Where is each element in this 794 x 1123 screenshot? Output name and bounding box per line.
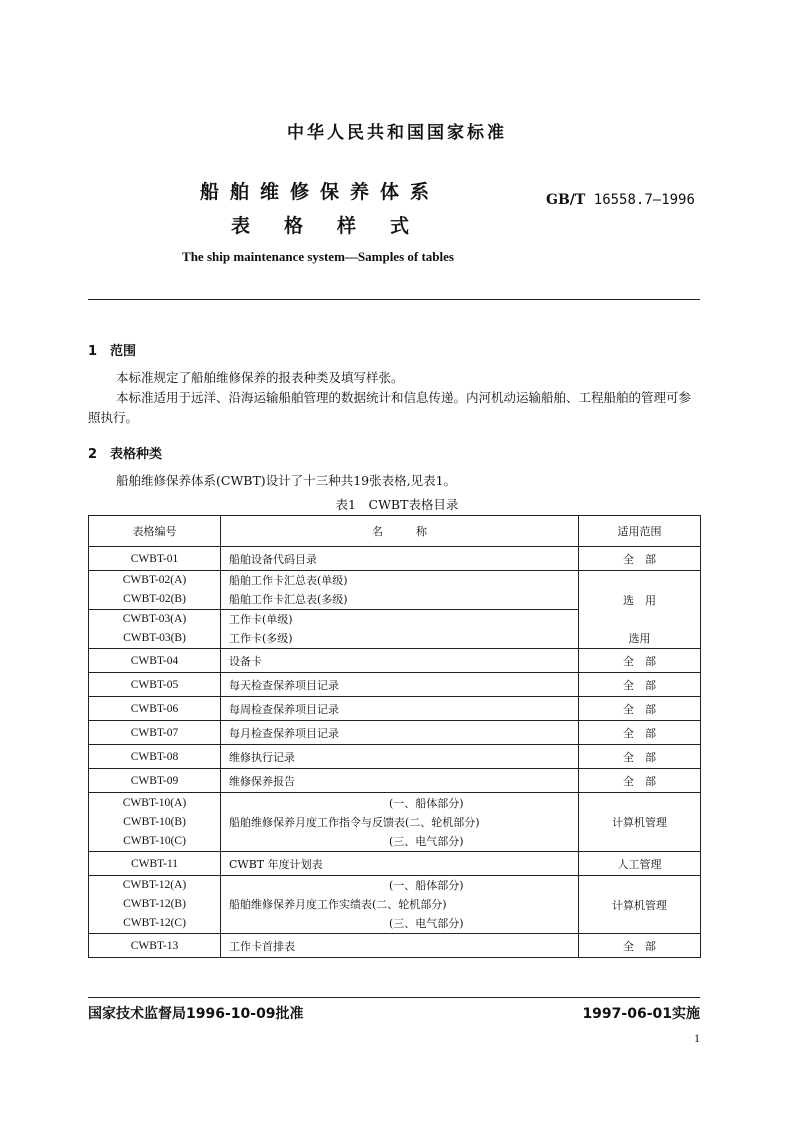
section-1-heading bbox=[88, 340, 136, 359]
row-code: CWBT-05 bbox=[89, 673, 221, 697]
row-name bbox=[221, 876, 579, 934]
row-name-b: 船舶维修保养月度工作指令与反馈表(二、轮机部分) bbox=[229, 815, 480, 829]
row-scope bbox=[579, 571, 701, 610]
approval-line: 国家技术监督局1996-10-09批准 bbox=[88, 1006, 304, 1022]
row-code-c: CWBT-10(C) bbox=[123, 834, 186, 847]
table-row bbox=[89, 697, 701, 721]
row-name-c: (三、电气部分) bbox=[389, 917, 464, 930]
row-name bbox=[221, 610, 579, 649]
table-row bbox=[89, 649, 701, 673]
page-number: 1 bbox=[694, 1031, 700, 1045]
section-2-title: 表格种类 bbox=[110, 447, 163, 462]
row-name: 维修保养报告 bbox=[221, 769, 579, 793]
table-row bbox=[89, 745, 701, 769]
row-scope: 全 部 bbox=[579, 934, 701, 958]
row-code-b: CWBT-02(B) bbox=[123, 593, 186, 605]
row-scope: 全 部 bbox=[579, 721, 701, 745]
standard-number bbox=[546, 192, 695, 208]
row-name: 维修执行记录 bbox=[221, 745, 579, 769]
section-2-heading bbox=[88, 443, 162, 462]
row-code bbox=[89, 571, 221, 610]
table-row bbox=[89, 610, 701, 649]
row-name-b: 工作卡(多级) bbox=[229, 632, 293, 645]
table-row bbox=[89, 769, 701, 793]
row-code: CWBT-01 bbox=[89, 547, 221, 571]
table-row bbox=[89, 547, 701, 571]
row-name-a: (一、船体部分) bbox=[389, 879, 464, 892]
row-scope: 全 部 bbox=[579, 547, 701, 571]
row-scope bbox=[579, 610, 701, 649]
row-code bbox=[89, 876, 221, 934]
row-code-a: CWBT-10(A) bbox=[122, 796, 187, 809]
english-title: The ship maintenance system—Samples of tables bbox=[182, 249, 454, 264]
row-name: CWBT 年度计划表 bbox=[221, 852, 579, 876]
row-code-b: CWBT-03(B) bbox=[123, 632, 186, 644]
header-rule bbox=[88, 299, 700, 300]
section-2-number: 2 bbox=[88, 447, 98, 462]
row-name: 设备卡 bbox=[221, 649, 579, 673]
row-scope: 全 部 bbox=[579, 769, 701, 793]
row-name: 每天检查保养项目记录 bbox=[221, 673, 579, 697]
section-1-paragraph-2: 本标准适用于远洋、沿海运输船舶管理的数据统计和信息传递。内河机动运输船舶、工程船舶的管理可参照执行。 bbox=[88, 390, 692, 425]
header-name: 名 称 bbox=[221, 516, 579, 547]
row-name: 每月检查保养项目记录 bbox=[221, 721, 579, 745]
header-code: 表格编号 bbox=[89, 516, 221, 547]
row-scope: 全 部 bbox=[579, 673, 701, 697]
row-code: CWBT-13 bbox=[89, 934, 221, 958]
row-scope: 人工管理 bbox=[579, 852, 701, 876]
row-scope: 计算机管理 bbox=[579, 876, 701, 934]
section-1-number: 1 bbox=[88, 344, 98, 359]
row-scope: 全 部 bbox=[579, 697, 701, 721]
table-row bbox=[89, 793, 701, 852]
row-code-b: CWBT-12(B) bbox=[123, 898, 186, 910]
document-title-line2: 表格样式 bbox=[230, 215, 443, 237]
row-code-a: CWBT-02(A) bbox=[122, 574, 187, 586]
row-name bbox=[221, 793, 579, 852]
table-row bbox=[89, 673, 701, 697]
row-code: CWBT-07 bbox=[89, 721, 221, 745]
row-name: 工作卡首排表 bbox=[221, 934, 579, 958]
table-row bbox=[89, 571, 701, 610]
section-2-paragraph: 船舶维修保养体系(CWBT)设计了十三种共19张表格,见表1。 bbox=[116, 473, 457, 488]
row-code: CWBT-11 bbox=[89, 852, 221, 876]
section-1-title: 范围 bbox=[110, 344, 137, 359]
row-code bbox=[89, 610, 221, 649]
row-code: CWBT-09 bbox=[89, 769, 221, 793]
table-header-row bbox=[89, 516, 701, 547]
cwbt-catalog-table bbox=[88, 515, 701, 958]
row-code-c: CWBT-12(C) bbox=[123, 917, 186, 929]
table-caption: 表1 CWBT表格目录 bbox=[335, 497, 459, 512]
standard-code: 16558.7—1996 bbox=[593, 192, 695, 208]
row-code: CWBT-08 bbox=[89, 745, 221, 769]
row-scope: 全 部 bbox=[579, 649, 701, 673]
row-scope-text: 选 用 bbox=[623, 593, 656, 607]
row-scope: 计算机管理 bbox=[579, 793, 701, 852]
row-code-a: CWBT-03(A) bbox=[122, 613, 187, 625]
row-scope: 全 部 bbox=[579, 745, 701, 769]
section-1-paragraph-1: 本标准规定了船舶维修保养的报表种类及填写样张。 bbox=[116, 370, 404, 385]
row-name-a: (一、船体部分) bbox=[389, 796, 464, 810]
row-name: 每周检查保养项目记录 bbox=[221, 697, 579, 721]
row-name-b: 船舶维修保养月度工作实绩表(二、轮机部分) bbox=[229, 898, 447, 911]
document-title-line1: 船舶维修保养体系 bbox=[199, 181, 440, 203]
row-name-b: 船舶工作卡汇总表(多级) bbox=[229, 593, 348, 606]
footer-rule bbox=[88, 997, 700, 998]
header-scope: 适用范围 bbox=[579, 516, 701, 547]
table-row bbox=[89, 934, 701, 958]
table-row bbox=[89, 876, 701, 934]
row-code-b: CWBT-10(B) bbox=[123, 815, 186, 828]
row-name-c: (三、电气部分) bbox=[389, 834, 464, 848]
row-scope-text: 选用 bbox=[628, 632, 651, 645]
row-name-a: 工作卡(单级) bbox=[229, 613, 293, 626]
table-row bbox=[89, 721, 701, 745]
row-code: CWBT-06 bbox=[89, 697, 221, 721]
issuing-body-title: 中华人民共和国国家标准 bbox=[287, 123, 507, 143]
row-name: 船舶设备代码目录 bbox=[221, 547, 579, 571]
row-code-a: CWBT-12(A) bbox=[122, 879, 187, 891]
row-code bbox=[89, 793, 221, 852]
row-code: CWBT-04 bbox=[89, 649, 221, 673]
standard-prefix: GB/T bbox=[546, 192, 586, 208]
implementation-date: 1997-06-01实施 bbox=[582, 1006, 700, 1022]
table-row bbox=[89, 852, 701, 876]
row-name bbox=[221, 571, 579, 610]
row-name-a: 船舶工作卡汇总表(单级) bbox=[229, 574, 348, 587]
